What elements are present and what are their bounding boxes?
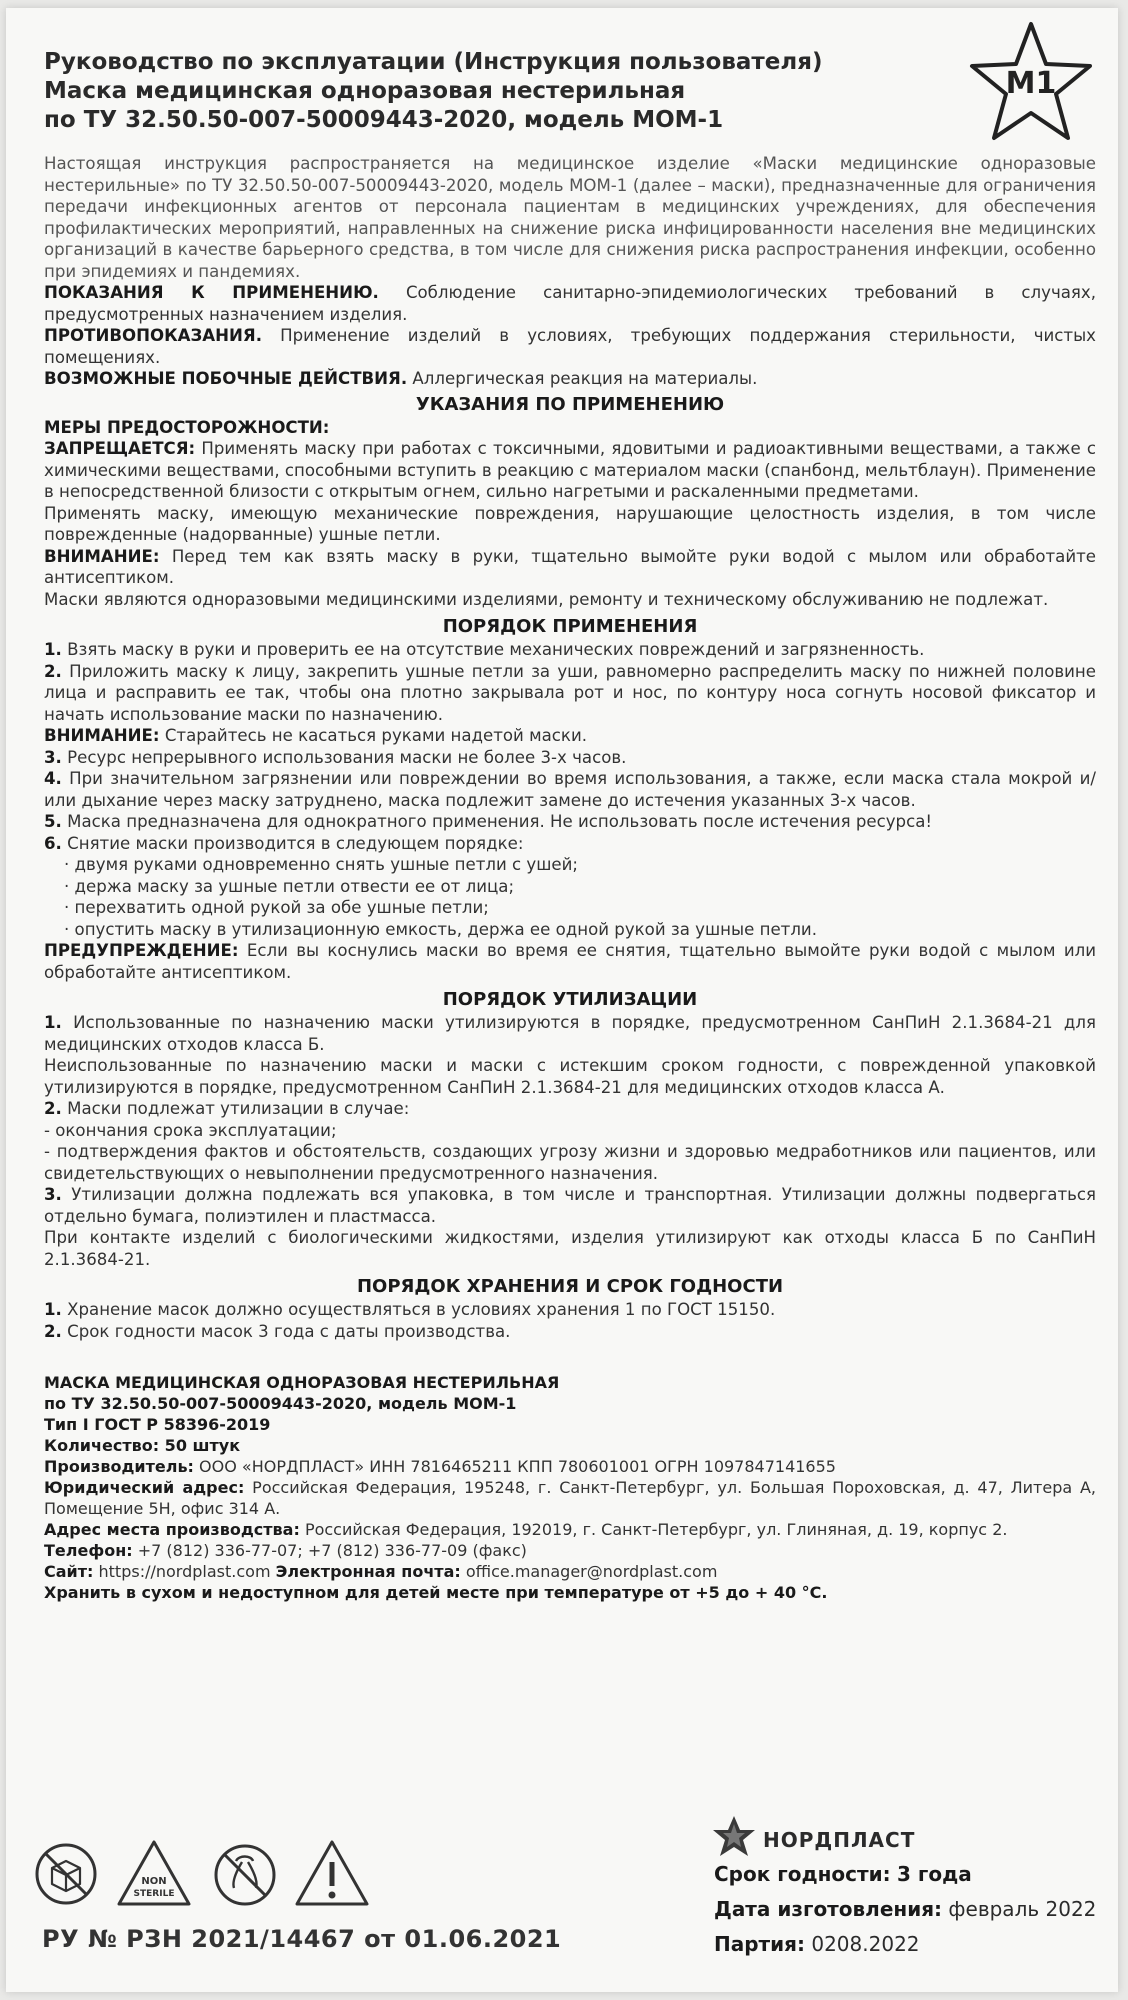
warning-text: Если вы коснулись маски во время ее снятия, тщательно вымойте руки водой с мылом или обработайте антисептиком. (44, 941, 1096, 982)
procedure-step-5 (44, 811, 1096, 833)
title-line-1: Руководство по эксплуатации (Инструкция пользователя) (44, 49, 823, 75)
brand-block (711, 1814, 916, 1864)
disposal-item-2b: - подтверждения фактов и обстоятельств, создающих угрозу жизни и здоровью медработников или пациентов, или свидетельствующих о невыполнении предусмотренного назначения. (44, 1142, 1096, 1183)
forbidden-paragraph (44, 438, 1096, 503)
phone-text: +7 (812) 336-77-07; +7 (812) 336-77-09 (факс) (137, 1541, 527, 1560)
side-effects-text: Аллергическая реакция на материалы. (412, 369, 758, 388)
warning-label: ПРЕДУПРЕЖДЕНИЕ: (44, 941, 239, 960)
email-label: Электронная почта: (275, 1562, 461, 1581)
procedure-step-1 (44, 639, 1096, 661)
spec-type: Тип I ГОСТ Р 58396-2019 (44, 1415, 271, 1434)
spec-quantity: Количество: 50 штук (44, 1436, 241, 1455)
maker-label: Производитель: (44, 1457, 194, 1476)
step-text: Взять маску в руки и проверить ее на отсутствие механических повреждений и загрязненность. (67, 640, 925, 659)
registration-number: РУ № РЗН 2021/14467 от 01.06.2021 (42, 1925, 562, 1953)
do-not-reuse-icon (212, 1842, 278, 1908)
non-sterile-text-1: NON (141, 1876, 167, 1887)
contraindications-text: Применение изделий в условиях, требующих поддержания стерильности, чистых помещениях. (44, 326, 1097, 367)
indications-text: Соблюдение санитарно-эпидемиологических требований в случаях, предусмотренных назначением изделия. (44, 283, 1096, 324)
title-line-3: по ТУ 32.50.50-007-50009443-2020, модель МОМ-1 (44, 107, 724, 133)
item-text: Хранение масок должно осуществляться в условиях хранения 1 по ГОСТ 15150. (67, 1300, 776, 1319)
shelf-label: Срок годности: (714, 1862, 891, 1886)
manufacture-date (714, 1893, 1114, 1926)
disposal-item-3 (44, 1184, 1096, 1227)
removal-bullet: · двумя руками одновременно снять ушные петли с ушей; (64, 855, 579, 874)
item-number: 1. (44, 1300, 62, 1319)
step-text: Приложить маску к лицу, закрепить ушные петли за уши, равномерно распределить маску по нижней половине лица и расправить ее так, чтобы она плотно закрывала рот и нос, по контуру носа согнуть носовой фиксатор и начать использование маски по назначению. (44, 661, 1096, 724)
item-number: 1. (44, 1013, 62, 1032)
removal-bullet: · держа маску за ушные петли отвести ее от лица; (64, 876, 515, 896)
usage-heading: УКАЗАНИЯ ПО ПРИМЕНЕНИЮ (415, 393, 725, 415)
disposal-item-1 (44, 1012, 1096, 1055)
mfg-value: февраль 2022 (948, 1897, 1097, 1921)
procedure-heading: ПОРЯДОК ПРИМЕНЕНИЯ (442, 616, 698, 637)
site-text: https://nordplast.com (98, 1562, 271, 1581)
procedure-step-6 (44, 833, 1096, 855)
item-number: 2. (44, 1099, 62, 1118)
step-number: 3. (44, 747, 62, 767)
legal-label: Юридический адрес: (44, 1478, 245, 1497)
spec-contacts (44, 1561, 1096, 1582)
step-number: 2. (44, 661, 62, 681)
intro-paragraph: Настоящая инструкция распространяется на медицинское изделие «Маски медицинские одноразовые нестерильные» по ТУ 32.50.50-007-50009443-2020, модель МОМ-1 (далее – маски), предназначенные для ограничения передачи инфекционных агентов от персонала пациентам в медицинских учреждениях, для обеспечения профилактических мероприятий, направленных на снижение риска инфицированности населения вне медицинских организаций в качестве барьерного средства, в том числе для снижения риска распространения инфекции, особенно при эпидемиях и пандемиях. (44, 154, 1096, 281)
non-sterile-icon (116, 1838, 192, 1908)
document-title (44, 48, 894, 135)
indications (44, 282, 1096, 325)
removal-bullet: · опустить маску в утилизационную емкость, держа ее одной рукой за ушные петли. (64, 919, 817, 939)
batch-info (714, 1858, 1114, 1963)
storage-heading: ПОРЯДОК ХРАНЕНИЯ И СРОК ГОДНОСТИ (356, 1276, 784, 1297)
precautions-label: МЕРЫ ПРЕДОСТОРОЖНОСТИ: (44, 417, 330, 437)
spec-tu: по ТУ 32.50.50-007-50009443-2020, модель МОМ-1 (44, 1394, 517, 1413)
prod-text: Российская Федерация, 192019, г. Санкт-Петербург, ул. Глиняная, д. 19, корпус 2. (304, 1520, 1008, 1539)
spec-product: МАСКА МЕДИЦИНСКАЯ ОДНОРАЗОВАЯ НЕСТЕРИЛЬНАЯ (44, 1373, 560, 1392)
shelf-life (714, 1858, 1114, 1891)
attention-label: ВНИМАНИЕ: (44, 546, 160, 566)
step-text: При значительном загрязнении или повреждении во время использования, а также, если маска стала мокрой и/или дыхание через маску затруднено, маска подлежит замене до истечения указанных 3-х часов. (44, 769, 1096, 810)
procedure-warning (44, 940, 1096, 983)
disposal-item-2a: - окончания срока эксплуатации; (44, 1120, 337, 1140)
spec-storage-note: Хранить в сухом и недоступном для детей месте при температуре от +5 до + 40 °С. (44, 1583, 828, 1602)
storage-item-1 (44, 1299, 1096, 1321)
step-text: Маска предназначена для однократного применения. Не использовать после истечения ресурса! (67, 812, 933, 831)
step-text: Ресурс непрерывного использования маски не более 3-х часов. (67, 747, 627, 767)
spec-production-address (44, 1519, 1096, 1540)
nordplast-logo-icon (711, 1814, 757, 1860)
disposal-item-3b: При контакте изделий с биологическими жидкостями, изделия утилизируют как отходы класса Б по СанПиН 2.1.3684-21. (44, 1228, 1096, 1269)
disposable-paragraph: Маски являются одноразовыми медицинскими изделиями, ремонту и техническому обслуживанию не подлежат. (44, 589, 1049, 609)
step-number: 1. (44, 640, 62, 659)
mfg-label: Дата изготовления: (714, 1897, 943, 1921)
item-text: Срок годности масок 3 года с даты производства. (67, 1321, 511, 1341)
batch-value: 0208.2022 (811, 1932, 920, 1956)
disposal-heading: ПОРЯДОК УТИЛИЗАЦИИ (442, 989, 698, 1010)
product-spec (44, 1372, 1096, 1603)
item-text: Использованные по назначению маски утилизируются в порядке, предусмотренном СанПиН 2.1.3684-21 для медицинских отходов класса Б. (44, 1013, 1096, 1054)
non-sterile-text-2: STERILE (133, 1889, 175, 1899)
side-effects-label: ВОЗМОЖНЫЕ ПОБОЧНЫЕ ДЕЙСТВИЯ. (44, 369, 408, 388)
storage-item-2 (44, 1321, 1096, 1343)
step-number: 6. (44, 833, 62, 853)
procedure-attention (44, 725, 1096, 747)
step-number: 4. (44, 769, 62, 788)
item-text: Утилизации должна подлежать вся упаковка, в том числе и транспортная. Утилизации должны подвергаться отдельно бумага, полиэтилен и пластмасса. (44, 1185, 1097, 1226)
contraindications (44, 325, 1096, 368)
maker-text: ООО «НОРДПЛАСТ» ИНН 7816465211 КПП 780601001 ОГРН 1097847141655 (199, 1457, 836, 1476)
batch (714, 1928, 1114, 1961)
step-text: Снятие маски производится в следующем порядке: (67, 833, 524, 853)
item-number: 3. (44, 1185, 62, 1204)
email-text: office.manager@nordplast.com (465, 1562, 718, 1581)
attention-text: Старайтесь не касаться руками надетой маски. (164, 726, 588, 745)
shelf-value: 3 года (897, 1862, 972, 1886)
disposal-item-1b: Неиспользованные по назначению маски и маски с истекшим сроком годности, с поврежденной упаковкой утилизируются в порядке, предусмотренном СанПиН 2.1.3684-21 для медицинских отходов класса А. (44, 1056, 1096, 1097)
removal-bullet: · перехватить одной рукой за обе ушные петли; (64, 898, 489, 917)
do-not-use-if-damaged-icon (34, 1842, 98, 1906)
spec-legal-address (44, 1477, 1096, 1519)
disposal-item-2 (44, 1098, 1096, 1120)
contraindications-label: ПРОТИВОПОКАЗАНИЯ. (44, 326, 263, 345)
item-number: 2. (44, 1321, 62, 1341)
spec-phone (44, 1540, 1096, 1561)
item-text: Маски подлежат утилизации в случае: (67, 1099, 410, 1118)
forbidden-label: ЗАПРЕЩАЕТСЯ: (44, 439, 196, 458)
forbidden-text: Применять маску при работах с токсичными, ядовитыми и радиоактивными веществами, а также с химическими веществами, способными вступить в реакцию с материалом маски (спанбонд, мельтблаун). Применение в непосредственной близости с открытым огнем, сильно нагретыми и раскаленными предметами. (44, 439, 1097, 501)
spec-maker (44, 1456, 1096, 1477)
badge-label: М1 (1005, 66, 1057, 101)
side-effects (44, 368, 1096, 390)
brand-name: НОРДПЛАСТ (763, 1828, 916, 1852)
attention-paragraph (44, 546, 1096, 589)
instruction-sheet (6, 8, 1118, 1992)
site-label: Сайт: (44, 1562, 94, 1581)
procedure-step-3 (44, 747, 1096, 769)
attention-text: Перед тем как взять маску в руки, тщательно вымойте руки водой с мылом или обработайте антисептиком. (44, 546, 1096, 587)
phone-label: Телефон: (44, 1541, 133, 1560)
legal-text: Российская Федерация, 195248, г. Санкт-Петербург, ул. Большая Пороховская, д. 47, Литера А, Помещение 5Н, офис 314 А. (44, 1478, 1097, 1518)
prod-label: Адрес места производства: (44, 1520, 300, 1539)
title-line-2: Маска медицинская одноразовая нестерильная (44, 78, 686, 104)
damaged-paragraph: Применять маску, имеющую механические повреждения, нарушающие целостность изделия, в том числе поврежденные (надорванные) ушные петли. (44, 503, 1096, 544)
caution-icon (294, 1838, 370, 1908)
batch-label: Партия: (714, 1932, 805, 1956)
procedure-step-4 (44, 768, 1096, 811)
step-number: 5. (44, 812, 62, 831)
instruction-content (44, 48, 1096, 1603)
attention-label: ВНИМАНИЕ: (44, 726, 160, 745)
procedure-step-2 (44, 661, 1096, 726)
indications-label: ПОКАЗАНИЯ К ПРИМЕНЕНИЮ. (44, 283, 379, 302)
